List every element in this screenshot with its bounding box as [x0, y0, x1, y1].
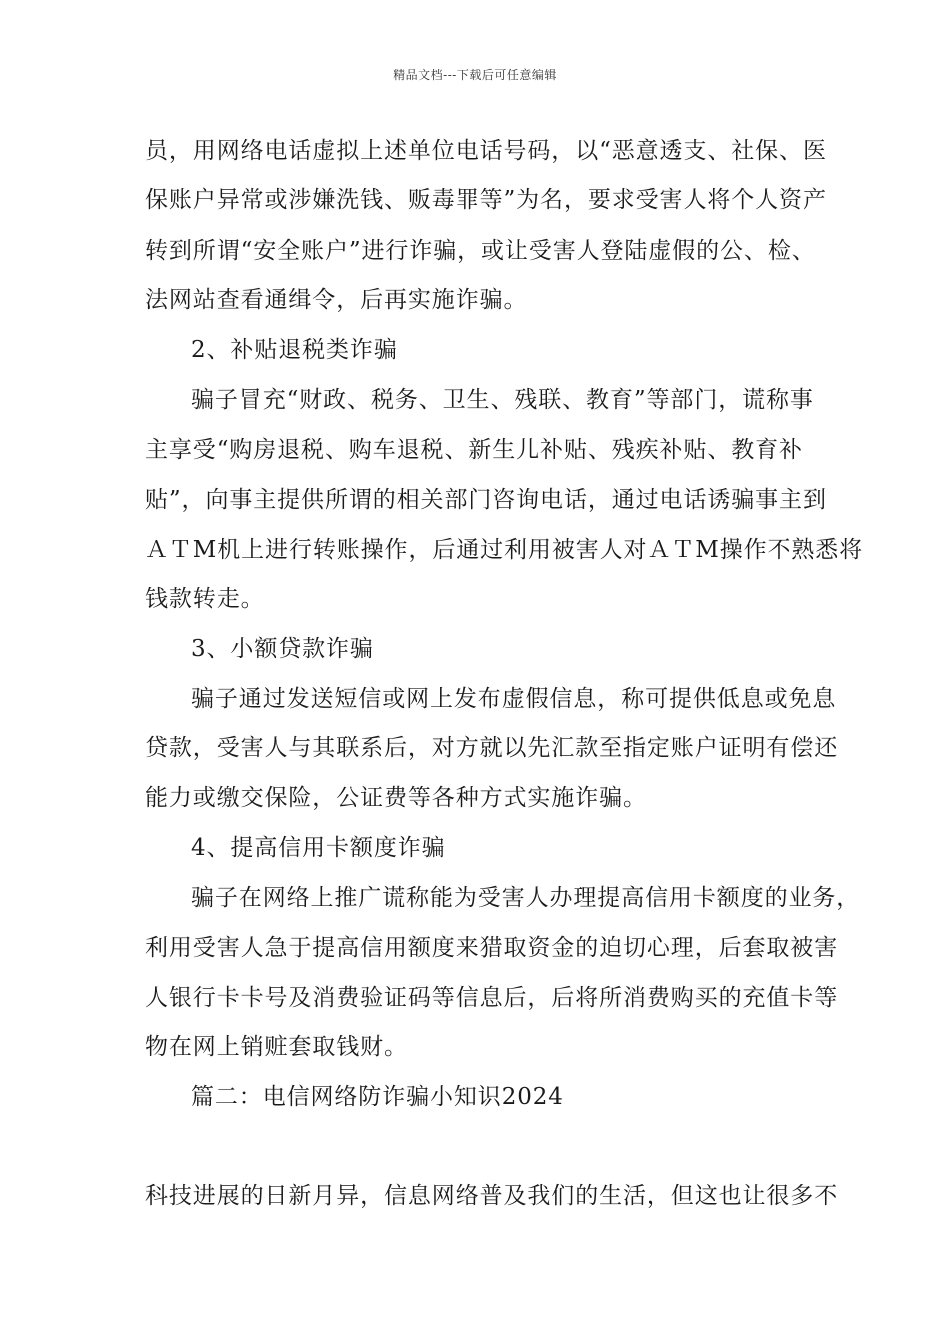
- body-line: ＡＴM机上进行转账操作，后通过利用被害人对ＡＴM操作不熟悉将: [145, 537, 864, 563]
- body-line: 员，用网络电话虚拟上述单位电话号码，以“恶意透支、社保、医: [145, 138, 827, 164]
- chapter-heading: 篇二：电信网络防诈骗小知识2024: [191, 1084, 564, 1110]
- body-line: 钱款转走。: [145, 586, 265, 612]
- body-line: 保账户异常或涉嫌洗钱、贩毒罪等”为名，要求受害人将个人资产: [145, 187, 827, 213]
- body-line: 骗子在网络上推广谎称能为受害人办理提高信用卡额度的业务，: [191, 885, 861, 911]
- section-heading: 2、补贴退税类诈骗: [191, 337, 398, 363]
- body-line: 法网站查看通缉令，后再实施诈骗。: [145, 287, 528, 313]
- section-heading: 4、提高信用卡额度诈骗: [191, 835, 446, 861]
- body-line: 转到所谓“安全账户”进行诈骗，或让受害人登陆虚假的公、检、: [145, 238, 816, 264]
- body-line: 物在网上销赃套取钱财。: [145, 1034, 408, 1060]
- body-line: 骗子冒充“财政、税务、卫生、残联、教育”等部门，谎称事: [191, 387, 814, 413]
- section-heading: 3、小额贷款诈骗: [191, 636, 374, 662]
- body-line: 贷款，受害人与其联系后，对方就以先汇款至指定账户证明有偿还: [145, 735, 839, 761]
- body-line: 贴”，向事主提供所谓的相关部门咨询电话，通过电话诱骗事主到: [145, 487, 827, 513]
- body-line: 骗子通过发送短信或网上发布虚假信息，称可提供低息或免息: [191, 686, 837, 712]
- body-line: 利用受害人急于提高信用额度来猎取资金的迫切心理，后套取被害: [145, 935, 839, 961]
- page-header: 精品文档---下载后可任意编辑: [393, 68, 557, 82]
- body-line: 能力或缴交保险，公证费等各种方式实施诈骗。: [145, 785, 647, 811]
- body-line: 人银行卡卡号及消费验证码等信息后，后将所消费购买的充值卡等: [145, 985, 839, 1011]
- body-line: 科技进展的日新月异，信息网络普及我们的生活，但这也让很多不: [145, 1183, 839, 1209]
- body-line: 主享受“购房退税、购车退税、新生儿补贴、残疾补贴、教育补: [145, 437, 803, 463]
